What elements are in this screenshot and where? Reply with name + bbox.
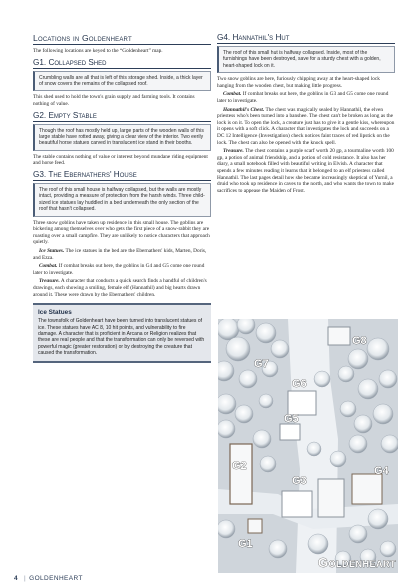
g4-hut — [352, 474, 382, 504]
sidebar-text: The townsfolk of Goldenheart have been turned into translucent statues of ice. These statues have AC 8, 10 hit points, and vulnerability to fire damage. A character that is proficient in Arcana or Religion realizes that these are real people and that the transformation can only be reversed with powerful magic (greater restoration) or by destroying the creature that caused the transformation. — [38, 318, 205, 357]
g3-p4-lead: Treasure. — [39, 278, 60, 285]
g2-box-text: Though the roof has mostly held up, large parts of the wooden walls of this large stable have rotted away, giving a clear view of the interior. Two eerily beautiful horse statues carved in translucent ice stand in their booths. — [39, 127, 204, 147]
snow-tree — [354, 415, 372, 433]
map-svg — [218, 319, 398, 573]
snow-tree — [338, 366, 354, 382]
g4-p1: Two snow goblins are here, furiously chipping away at the heart-shaped lock hanging from the wooden chest, but making little progress. — [217, 76, 380, 89]
g2-stable — [230, 444, 252, 504]
map-label-g7: G7 — [254, 358, 269, 370]
snow-tree — [253, 430, 271, 448]
snow-tree — [314, 371, 330, 387]
g1-shed — [248, 519, 262, 533]
snow-tree — [235, 405, 253, 423]
map-label-g5: G5 — [284, 413, 299, 425]
snow-tree — [218, 394, 236, 414]
snow-tree — [239, 370, 257, 388]
g1-readaloud-box — [33, 71, 211, 92]
footer-label: GOLDENHEART — [29, 575, 83, 582]
g3-p2 — [33, 248, 211, 261]
g3-p2-lead: Ice Statues. — [39, 248, 65, 254]
g4-p3-text: The chest was magically sealed by Hannathil, the elven priestess who's been turned into a banshee. The chest can't be broken as long as the lock is on it. To open the lock, a creature just has to give it a gentle kiss, whereupon it opens with a soft click. A character that investigates the lock and succeeds on a DC 12 Intelligence (Investigation) check notices faint traces of red lipstick on the lock. The chest can also be opened with the knock spell. — [217, 106, 395, 146]
g5-building — [280, 424, 300, 440]
snow-tree — [260, 456, 276, 472]
snow-tree — [379, 370, 397, 388]
g4-readaloud-box — [217, 46, 395, 73]
snow-tree — [367, 338, 389, 360]
g4-p2-lead: Combat. — [223, 91, 242, 98]
snow-tree — [381, 435, 398, 453]
g1-text: This shed used to hold the town's grain supply and farming tools. It contains nothing of value. — [33, 94, 195, 107]
g3-box-text: The roof of this small house is halfway collapsed, but the walls are mostly intact, providing a measure of protection from the harsh winds. Three child-sized ice statues lay huddled in a bed underneath the only section of the roof that hasn't collapsed. — [39, 187, 205, 213]
g3-readaloud-box — [33, 183, 211, 217]
g3-p3-text: If combat breaks out here, the goblins in G4 and G5 come one round later to investigate. — [33, 263, 205, 276]
left-column — [33, 33, 211, 363]
snow-tree — [237, 319, 255, 334]
g3-p1: Three snow goblins have taken up residence in this small house. The goblins are bickering among themselves over who gets the first piece of a snow-rabbit they are roasting over a small campfire. They are unlikely to notice characters that approach quietly. — [33, 219, 210, 246]
snow-tree — [259, 394, 273, 408]
snow-tree — [340, 401, 356, 417]
map-label-g2: G2 — [232, 460, 247, 472]
map-label-g3: G3 — [292, 475, 307, 487]
g4-box-text: The roof of this small hut is halfway collapsed. Inside, most of the furnishings have been destroyed, save for a sturdy chest with a golden, heart-shaped lock on it. — [223, 50, 381, 69]
snow-tree — [330, 451, 346, 467]
right-column — [217, 33, 395, 196]
page-footer — [14, 575, 83, 582]
g3-house — [282, 491, 312, 517]
g6-building — [288, 391, 316, 415]
g1-box-text: Crumbling walls are all that is left of this storage shed. Inside, a thick layer of snow covers the remains of the collapsed roof. — [39, 74, 203, 87]
map-label-g8: G8 — [352, 335, 367, 347]
g3-p4 — [33, 278, 211, 298]
map-label-g4: G4 — [374, 465, 389, 477]
g4-p2-text: If combat breaks out here, the goblins in G3 and G5 come one round later to investigate. — [217, 91, 389, 104]
g4-heading: G4. Hannathil's Hut — [217, 33, 395, 44]
snow-tree — [358, 379, 378, 399]
locations-intro: The following locations are keyed to the “Goldenheart” map. — [33, 48, 163, 54]
snow-tree — [373, 404, 393, 424]
snow-tree — [349, 525, 367, 543]
snow-tree — [256, 323, 276, 343]
g3-p2-text: The ice statues in the bed are the Ebernathers' kids, Marten, Doris, and Ezza. — [33, 248, 207, 261]
locations-heading: Locations in Goldenheart — [33, 33, 211, 45]
snow-tree — [218, 520, 235, 538]
snow-tree — [226, 337, 250, 361]
g4-p3-lead: Hannathil's Chest. — [223, 106, 265, 113]
g8-building — [328, 327, 350, 345]
g2-heading: G2. Empty Stable — [33, 111, 211, 122]
sidebar-title: Ice Statues — [38, 309, 72, 317]
snow-tree — [269, 540, 287, 558]
map-label-g1: G1 — [238, 538, 253, 550]
g1-heading: G1. Collapsed Shed — [33, 58, 211, 69]
snow-tree — [368, 509, 388, 529]
ice-statues-sidebar — [33, 303, 211, 362]
snow-tree — [348, 349, 368, 369]
g4-p4-lead: Treasure. — [223, 148, 244, 155]
g4-p4 — [217, 148, 395, 194]
g4-p2 — [217, 91, 395, 104]
g4-p3 — [217, 107, 395, 147]
g3-p3 — [33, 263, 211, 276]
g3-annex — [318, 479, 344, 517]
page-number: 4 — [14, 575, 19, 582]
goldenheart-map — [218, 319, 398, 573]
g3-heading: G3. The Ebernathers' House — [33, 170, 211, 181]
map-title: Goldenheart — [317, 555, 396, 570]
g3-p3-lead: Combat. — [39, 263, 58, 270]
snow-tree — [307, 442, 321, 456]
footer-separator: | — [24, 575, 27, 582]
snow-tree — [218, 319, 239, 340]
snow-tree — [349, 435, 367, 453]
g4-p4-text: The chest contains a purple scarf worth 20 gp, a tourmaline worth 100 gp, a potion of animal friendship, and a potion of cold resistance. It also has her diary, a small notebook filled with beautiful writing in Elvish. A character that spends a few minutes reading it learns that it belonged to an elf priestess called Hannathil. The last pages detail how she became increasingly skeptical of Yurnil, a druid who took up residence in caves to the north, and who wants the town to make sacrifices to appease the Maiden of Frost. — [217, 148, 394, 194]
g2-readaloud-box — [33, 124, 211, 151]
snow-tree — [218, 420, 235, 438]
g3-p4-text: A character that conducts a quick search finds a handful of children's drawings, each showing a smiling, female elf (Hannathil) and big hearts drawn around it. These were drawn by the Ebernathers' children. — [33, 278, 207, 298]
snow-tree — [308, 534, 328, 554]
snow-tree — [271, 340, 289, 358]
g2-text: The stable contains nothing of value or interest beyond mundane riding equipment and horse feed. — [33, 153, 208, 167]
map-label-g6: G6 — [292, 378, 307, 390]
